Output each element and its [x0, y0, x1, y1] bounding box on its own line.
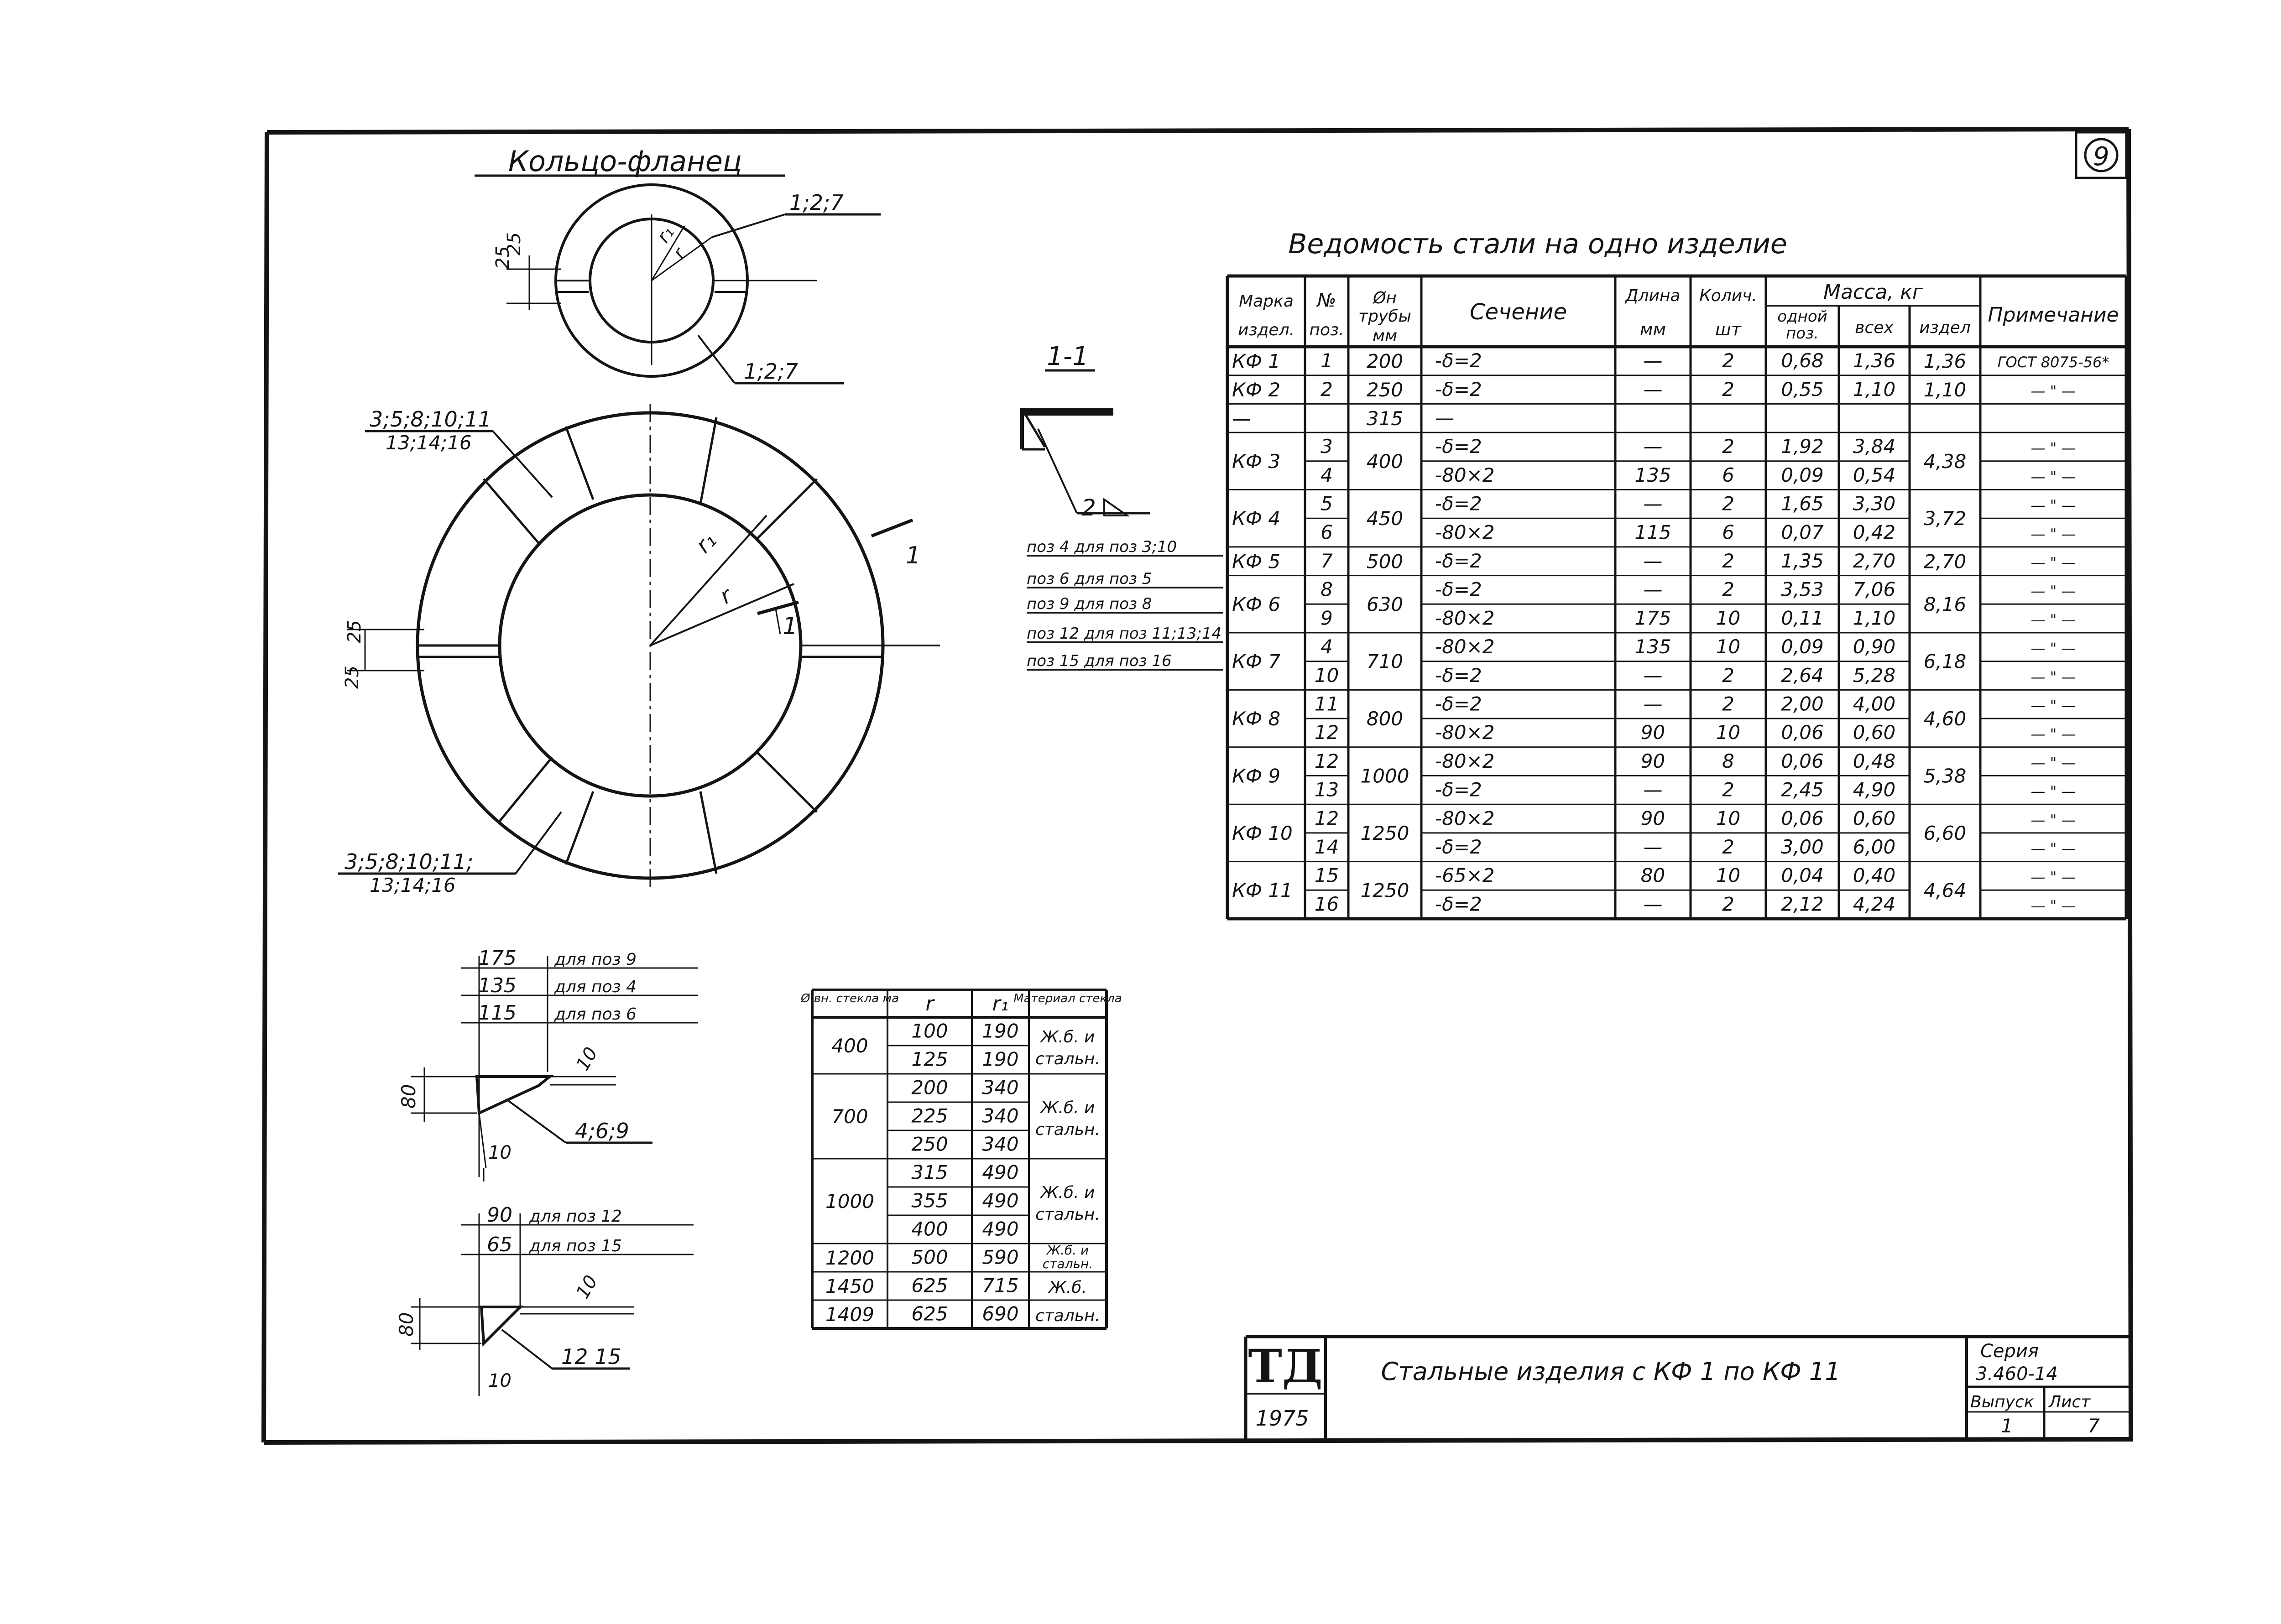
cell-mark: КФ 3: [1232, 450, 1281, 473]
cell-mass-all: 0,90: [1853, 635, 1896, 658]
cell-section: -80×2: [1435, 635, 1495, 658]
gusset-b-dim-1: 90: [487, 1203, 512, 1227]
cell-length: —: [1643, 778, 1663, 801]
cell-qty: 2: [1722, 349, 1734, 372]
cell-section: -δ=2: [1435, 778, 1482, 801]
cell-qty: 10: [1716, 721, 1741, 744]
callout-large-bottom-leader: [516, 812, 561, 874]
radius-cell-dia: 700: [831, 1105, 868, 1128]
cell-pos: 5: [1321, 492, 1333, 515]
radius-cell-r1: 490: [982, 1218, 1019, 1240]
radius-cell-r1: 590: [982, 1246, 1019, 1269]
cell-mass-all: 0,60: [1853, 721, 1896, 744]
radius-cell-r: 200: [911, 1076, 948, 1099]
callout-large-top-line1: 3;5;8;10;11: [370, 407, 491, 432]
section-note-1: поз 4 для поз 3;10: [1027, 538, 1177, 556]
cell-mark: КФ 10: [1232, 822, 1293, 844]
dim-gap-small-a: 25: [492, 246, 513, 269]
cell-dia: 1250: [1360, 822, 1409, 844]
cell-mass-all: 3,84: [1853, 435, 1896, 458]
cell-note: — " —: [2030, 640, 2076, 657]
cell-length: —: [1643, 550, 1663, 573]
large-ring: [347, 404, 940, 892]
cell-mass-item: 4,38: [1923, 450, 1967, 473]
cell-section: -δ=2: [1435, 550, 1482, 573]
cell-mass-item: 1,36: [1923, 350, 1967, 373]
cell-dia: 500: [1366, 550, 1404, 573]
radius-cell-dia: 400: [831, 1035, 868, 1057]
cell-mass-item: 5,38: [1923, 765, 1967, 787]
gusset-b-dim-2: 65: [487, 1233, 512, 1256]
cell-qty: 2: [1722, 550, 1734, 573]
cell-mass-item: 3,72: [1923, 507, 1967, 530]
radius-cell-material: стальн.: [1035, 1205, 1101, 1224]
radius-cell-dia: 1200: [825, 1247, 874, 1269]
header-length-1: Длина: [1625, 286, 1681, 305]
cell-note: — " —: [2030, 525, 2076, 543]
title-block-description: Стальные изделия с КФ 1 по КФ 11: [1381, 1357, 1841, 1386]
cell-mass-one: 2,45: [1781, 778, 1824, 801]
cell-note: — " —: [2030, 897, 2076, 915]
leader-inner: [698, 335, 735, 383]
cell-pos: 4: [1321, 463, 1333, 486]
radius-cell-r: 625: [911, 1274, 948, 1297]
steel-table-title: Ведомость стали на одно изделие: [1288, 228, 1787, 260]
cell-dia: 1000: [1360, 765, 1409, 787]
gusset-a-thickness: 10: [572, 1043, 602, 1074]
cell-mass-one: 0,06: [1781, 721, 1824, 744]
cell-section: —: [1435, 406, 1454, 429]
cell-qty: 2: [1722, 692, 1734, 715]
section-note-4: поз 12 для поз 11;13;14: [1027, 625, 1222, 643]
cell-pos: 3: [1321, 435, 1333, 458]
cell-section: -80×2: [1435, 721, 1495, 744]
cell-mass-one: 0,04: [1781, 864, 1824, 887]
section-mark-left: 1: [783, 613, 798, 640]
cell-qty: 10: [1716, 864, 1741, 887]
cell-section: -δ=2: [1435, 692, 1482, 715]
title-block-issue-value: 1: [2001, 1415, 2013, 1437]
cell-note: — " —: [2030, 811, 2076, 829]
header-dia-3: мм: [1372, 327, 1398, 345]
gusset-b-base: 10: [488, 1370, 512, 1391]
cell-pos: 12: [1314, 750, 1339, 772]
cell-qty: 2: [1722, 578, 1734, 601]
cell-dia: 315: [1366, 407, 1404, 430]
cell-mass-all: 5,28: [1853, 664, 1896, 687]
radius-cell-material: стальн.: [1035, 1306, 1101, 1325]
gusset-a-height: 80: [397, 1084, 420, 1109]
cell-qty: 2: [1722, 836, 1734, 859]
cell-mass-one: 0,09: [1781, 635, 1824, 658]
cell-qty: 2: [1722, 492, 1734, 515]
header-mark-1: Марка: [1239, 292, 1294, 311]
header-dia-2: трубы: [1358, 307, 1411, 326]
title-block-series-value: 3.460-14: [1976, 1364, 2058, 1385]
cell-pos: 4: [1321, 635, 1333, 658]
radius-cell-material: Ж.б. и: [1046, 1243, 1089, 1258]
section-note-3: поз 9 для поз 8: [1027, 595, 1152, 613]
cell-note: ГОСТ 8075-56*: [1997, 354, 2109, 371]
cell-qty: 6: [1722, 521, 1734, 544]
header-qty-1: Колич.: [1699, 286, 1757, 305]
radius-cell-r1: 340: [982, 1133, 1019, 1156]
cell-mass-one: 2,00: [1781, 692, 1824, 715]
cell-dia: 1250: [1360, 879, 1409, 902]
radius-cell-dia: 1450: [825, 1275, 874, 1297]
cell-qty: 10: [1716, 807, 1741, 830]
radius-cell-dia: 1409: [825, 1303, 874, 1326]
drawing-title: Кольцо-фланец: [508, 145, 742, 178]
gusset-a-dim-2: 135: [478, 974, 517, 997]
radius-cell-r: 225: [911, 1104, 948, 1127]
cell-length: —: [1643, 492, 1663, 515]
callout-large-bottom-line2: 13;14;16: [370, 874, 456, 896]
cell-mass-all: 4,00: [1853, 692, 1896, 715]
cell-mark: КФ 6: [1232, 593, 1281, 616]
cell-note: — " —: [2030, 868, 2076, 886]
gusset-a-note-1: для поз 9: [554, 950, 637, 969]
gusset-a-label: 4;6;9: [575, 1119, 629, 1143]
radius-cell-r1: 340: [982, 1076, 1019, 1099]
header-pos-2: поз.: [1309, 321, 1344, 339]
radius-header-r1: r₁: [992, 992, 1009, 1015]
radius-cell-material: Ж.б. и: [1040, 1098, 1095, 1117]
cell-mass-one: 1,35: [1781, 550, 1824, 573]
cell-mass-one: 1,65: [1781, 492, 1824, 515]
cell-mass-one: 0,07: [1781, 521, 1824, 544]
cell-mass-one: 0,11: [1781, 607, 1824, 630]
radius-cell-r1: 690: [982, 1302, 1019, 1325]
cell-mass-item: 6,60: [1923, 822, 1967, 844]
cell-length: 135: [1634, 463, 1671, 486]
cell-qty: 2: [1722, 664, 1734, 687]
cell-mass-one: 2,64: [1781, 664, 1824, 687]
header-mass-one-2: поз.: [1786, 324, 1819, 343]
cell-pos: 16: [1314, 893, 1339, 916]
cell-dia: 710: [1366, 650, 1404, 673]
r1-label-small: r₁: [652, 222, 679, 247]
radius-cell-r: 100: [911, 1020, 948, 1042]
cell-pos: 2: [1321, 378, 1333, 401]
r1-label-large: r₁: [690, 527, 722, 558]
cell-mass-all: 4,90: [1853, 778, 1896, 801]
cell-note: — " —: [2030, 382, 2076, 400]
cell-mass-item: 4,60: [1923, 708, 1967, 730]
section-title: 1-1: [1047, 342, 1089, 371]
cell-section: -δ=2: [1435, 435, 1482, 458]
gusset-b-height: 80: [395, 1312, 418, 1337]
radius-cell-material: Ж.б.: [1049, 1278, 1087, 1297]
cell-mass-item: 4,64: [1923, 879, 1967, 902]
section-note-5: поз 15 для поз 16: [1027, 652, 1172, 670]
cell-dia: 200: [1366, 350, 1404, 373]
cell-section: -δ=2: [1435, 893, 1482, 916]
cell-dia: 400: [1366, 450, 1404, 473]
radius-cell-r: 315: [911, 1161, 948, 1184]
cell-note: — " —: [2030, 439, 2076, 457]
cell-pos: 12: [1314, 721, 1339, 744]
radius-cell-material: стальн.: [1042, 1256, 1093, 1271]
cell-section: -80×2: [1435, 463, 1495, 486]
callout-outer-small: 1;2;7: [789, 190, 844, 215]
cell-qty: 6: [1722, 463, 1734, 486]
cell-note: — " —: [2030, 725, 2076, 743]
cell-qty: 2: [1722, 378, 1734, 401]
cell-mark: КФ 2: [1232, 379, 1281, 401]
r-label-small: r: [668, 244, 690, 263]
cell-section: -δ=2: [1435, 349, 1482, 372]
header-length-2: мм: [1639, 319, 1666, 339]
cell-pos: 15: [1314, 864, 1339, 887]
cell-mass-item: 6,18: [1923, 650, 1967, 673]
cell-section: -80×2: [1435, 807, 1495, 830]
radius-cell-material: Ж.б. и: [1040, 1183, 1095, 1202]
cell-mass-one: 0,06: [1781, 750, 1824, 772]
cell-section: -δ=2: [1435, 664, 1482, 687]
radius-cell-material: стальн.: [1035, 1120, 1101, 1139]
cell-length: —: [1643, 378, 1663, 401]
header-dia-1: Øн: [1373, 289, 1397, 307]
cell-qty: 10: [1716, 635, 1741, 658]
gusset-a-dim-1: 175: [478, 947, 517, 970]
radius-cell-material: Ж.б. и: [1040, 1028, 1095, 1046]
radius-cell-r: 250: [911, 1133, 948, 1156]
cell-pos: 6: [1321, 521, 1333, 544]
header-mass-all: всех: [1855, 318, 1894, 337]
dim-gap-small-b: 25: [504, 232, 525, 255]
title-block-series-label: Серия: [1980, 1341, 2039, 1362]
cell-length: 175: [1634, 607, 1671, 630]
cell-pos: 14: [1314, 836, 1339, 859]
title-block-sheet-label: Лист: [2049, 1393, 2091, 1411]
cell-mass-one: 0,68: [1781, 349, 1824, 372]
cell-mass-item: 8,16: [1923, 593, 1967, 616]
cell-mass-all: 0,54: [1853, 463, 1896, 486]
title-block-issue-label: Выпуск: [1970, 1393, 2034, 1411]
cell-mass-one: 0,55: [1781, 378, 1824, 401]
cell-pos: 7: [1321, 550, 1333, 573]
cell-section: -δ=2: [1435, 578, 1482, 601]
cell-pos: 9: [1321, 607, 1333, 630]
radius-cell-material: стальн.: [1035, 1050, 1101, 1068]
cell-mass-all: 0,60: [1853, 807, 1896, 830]
cell-mass-one: 3,00: [1781, 836, 1824, 859]
callout-large-top-leader: [493, 431, 552, 497]
cell-mass-all: 7,06: [1853, 578, 1896, 601]
cell-section: -δ=2: [1435, 836, 1482, 859]
callout-large-top-line2: 13;14;16: [386, 432, 472, 454]
gusset-b-note-2: для поз 15: [529, 1237, 622, 1255]
weld-label: 2: [1081, 494, 1096, 521]
gusset-a-note-3: для поз 6: [554, 1005, 637, 1024]
cell-mass-one: 0,09: [1781, 463, 1824, 486]
radius-cell-r: 500: [911, 1246, 948, 1269]
gusset-a-note-2: для поз 4: [554, 978, 637, 996]
cell-pos: 11: [1314, 692, 1339, 715]
cell-mass-one: 1,92: [1781, 435, 1824, 458]
cell-mark: КФ 11: [1232, 879, 1293, 902]
cell-pos: 10: [1314, 664, 1339, 687]
radius-cell-r1: 490: [982, 1189, 1019, 1212]
radius-cell-r: 355: [911, 1189, 948, 1212]
cell-note: — " —: [2030, 668, 2076, 686]
callout-inner-small: 1;2;7: [744, 359, 798, 384]
cell-dia: 250: [1366, 379, 1404, 401]
gusset-b-note-1: для поз 12: [529, 1207, 622, 1226]
cell-section: -δ=2: [1435, 378, 1482, 401]
cell-length: —: [1643, 893, 1663, 916]
cell-mass-one: 0,06: [1781, 807, 1824, 830]
cell-mass-all: 0,42: [1853, 521, 1896, 544]
cell-mass-all: 6,00: [1853, 836, 1896, 859]
cell-section: -δ=2: [1435, 492, 1482, 515]
cell-mass-one: 3,53: [1781, 578, 1824, 601]
radius-header-material: Материал стекла: [1013, 992, 1122, 1005]
cell-length: —: [1643, 435, 1663, 458]
cell-note: — " —: [2030, 554, 2076, 572]
radius-header-dia: Ø вн. стекла ма: [800, 992, 899, 1005]
cell-mass-all: 1,36: [1853, 349, 1896, 372]
radius-cell-dia: 1000: [825, 1190, 874, 1213]
section-mark-right: 1: [906, 542, 921, 569]
header-note: Примечание: [1988, 303, 2119, 327]
radius-table: [800, 990, 1122, 1328]
cell-mass-item: 2,70: [1923, 550, 1967, 573]
gusset-a-dim-3: 115: [478, 1001, 517, 1025]
gusset-b-thickness: 10: [572, 1271, 602, 1302]
cell-length: 135: [1634, 635, 1671, 658]
cell-qty: 2: [1722, 435, 1734, 458]
cell-length: 115: [1634, 521, 1671, 544]
cell-dia: 630: [1366, 593, 1404, 616]
cell-mass-all: 3,30: [1853, 492, 1896, 515]
cell-dia: 450: [1366, 507, 1404, 530]
header-mass: Масса, кг: [1823, 281, 1923, 304]
title-block-sheet-value: 7: [2088, 1415, 2100, 1437]
cell-note: — " —: [2030, 782, 2076, 800]
cell-mark: КФ 8: [1232, 708, 1281, 730]
cell-mark: КФ 4: [1232, 507, 1281, 530]
cell-note: — " —: [2030, 582, 2076, 600]
cell-mark: КФ 7: [1232, 650, 1281, 673]
cell-qty: 2: [1722, 778, 1734, 801]
cell-pos: 12: [1314, 807, 1339, 830]
cell-mass-all: 1,10: [1853, 607, 1896, 630]
cell-note: — " —: [2030, 697, 2076, 714]
cell-section: -80×2: [1435, 521, 1495, 544]
cell-section: -80×2: [1435, 607, 1495, 630]
sheet-number: 9: [2093, 142, 2109, 172]
cell-length: —: [1643, 578, 1663, 601]
cell-mass-all: 4,24: [1853, 893, 1896, 916]
cell-note: — " —: [2030, 496, 2076, 514]
radius-cell-r: 400: [911, 1218, 948, 1240]
small-ring: [506, 185, 817, 376]
cell-note: — " —: [2030, 611, 2076, 629]
cell-pos: 13: [1314, 778, 1339, 801]
cell-mass-item: 1,10: [1923, 379, 1967, 401]
cell-qty: 2: [1722, 893, 1734, 916]
header-mass-one-1: одной: [1777, 307, 1827, 326]
cell-length: 90: [1640, 750, 1665, 772]
cell-mark: КФ 9: [1232, 765, 1281, 787]
header-section: Сечение: [1469, 299, 1567, 325]
radius-cell-r: 625: [911, 1302, 948, 1325]
dim-gap-large-b: 25: [344, 620, 365, 643]
cell-pos: 8: [1321, 578, 1333, 601]
cell-dia: 800: [1366, 708, 1404, 730]
cell-note: — " —: [2030, 754, 2076, 771]
radius-cell-r1: 190: [982, 1048, 1019, 1071]
cell-note: — " —: [2030, 468, 2076, 485]
cell-section: -80×2: [1435, 750, 1495, 772]
title-block-year: 1975: [1255, 1406, 1309, 1431]
cell-length: 80: [1640, 864, 1665, 887]
cell-length: —: [1643, 836, 1663, 859]
cell-qty: 8: [1722, 750, 1734, 772]
header-pos-1: №: [1317, 290, 1336, 311]
cell-section: -65×2: [1435, 864, 1495, 887]
section-note-2: поз 6 для поз 5: [1027, 570, 1152, 588]
cell-qty: 10: [1716, 607, 1741, 630]
steel-table: [1227, 276, 2126, 919]
r-label-large: r: [715, 583, 736, 609]
radius-cell-r: 125: [911, 1048, 948, 1071]
cell-length: —: [1643, 664, 1663, 687]
cell-pos: 1: [1321, 349, 1333, 372]
cell-mark: КФ 5: [1232, 550, 1281, 573]
header-qty-2: шт: [1715, 319, 1741, 339]
header-mass-item: издел: [1919, 318, 1971, 337]
header-mark-2: издел.: [1237, 321, 1295, 339]
cell-note: — " —: [2030, 840, 2076, 858]
gusset-a-base: 10: [488, 1142, 512, 1163]
cell-mass-all: 0,48: [1853, 750, 1896, 772]
cell-mark: КФ 1: [1232, 350, 1281, 373]
radius-cell-r1: 190: [982, 1020, 1019, 1042]
callout-large-bottom-line1: 3;5;8;10;11;: [344, 849, 474, 874]
cell-length: —: [1643, 349, 1663, 372]
cell-mass-all: 2,70: [1853, 550, 1896, 573]
radius-cell-r1: 340: [982, 1104, 1019, 1127]
cell-mass-all: 1,10: [1853, 378, 1896, 401]
cell-mass-one: 2,12: [1781, 893, 1824, 916]
radius-header-r: r: [925, 992, 934, 1015]
radius-cell-r1: 490: [982, 1161, 1019, 1184]
cell-mark: —: [1232, 407, 1251, 430]
radius-cell-r1: 715: [982, 1274, 1019, 1297]
dim-gap-large-a: 25: [342, 666, 363, 689]
cell-length: 90: [1640, 807, 1665, 830]
gusset-b-label: 12 15: [561, 1344, 621, 1369]
cell-length: 90: [1640, 721, 1665, 744]
cell-length: —: [1643, 692, 1663, 715]
cell-mass-all: 0,40: [1853, 864, 1896, 887]
title-block-logo: ТД: [1248, 1339, 1323, 1393]
